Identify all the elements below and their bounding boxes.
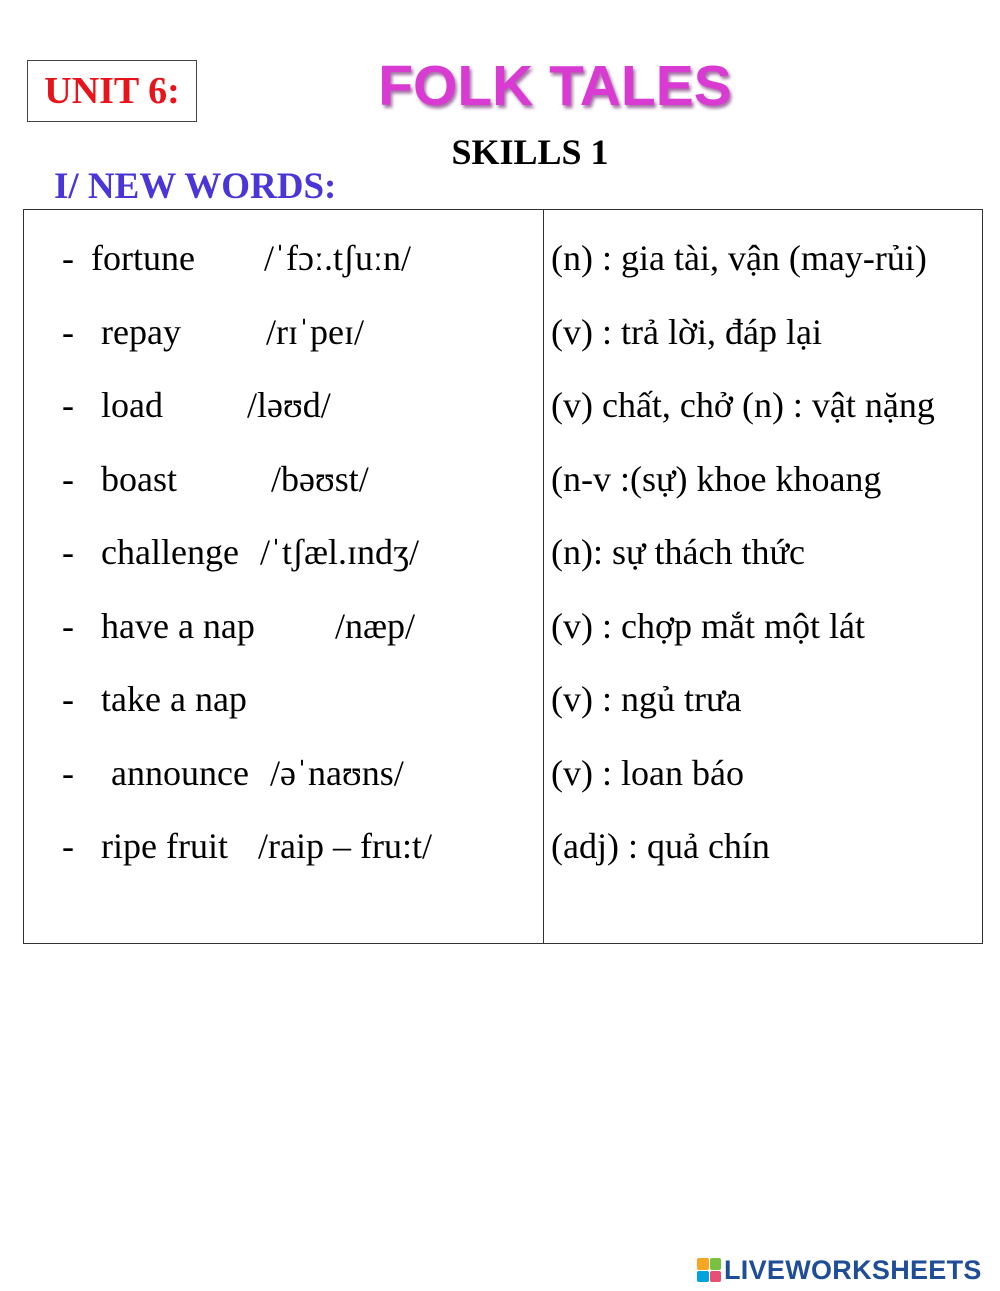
vocab-meaning: (v) : chợp mắt một lát — [551, 606, 865, 646]
vocab-ipa: /raip – fru:t/ — [258, 826, 432, 866]
liveworksheets-brand[interactable] — [697, 1255, 982, 1285]
section-heading: I/ NEW WORDS: — [54, 166, 337, 207]
vocab-meaning: (n-v :(sự) khoe khoang — [551, 459, 882, 499]
vocab-word: load — [101, 385, 163, 425]
page-subtitle: SKILLS 1 — [451, 132, 609, 172]
list-dash: - — [62, 238, 74, 278]
list-dash: - — [62, 753, 74, 793]
vocab-word: repay — [101, 312, 181, 352]
logo-square-orange — [697, 1258, 709, 1270]
vocab-ipa: /əˈnaʊns/ — [270, 753, 404, 793]
vocab-word: boast — [101, 459, 177, 499]
vocab-term — [24, 307, 542, 357]
vocabulary-table — [23, 209, 983, 944]
vocab-term — [24, 601, 542, 651]
vocab-ipa: /ləʊd/ — [247, 385, 331, 425]
vocab-term — [24, 748, 542, 798]
vocab-word: take a nap — [101, 679, 247, 719]
list-dash: - — [62, 606, 74, 646]
vocab-term — [24, 454, 542, 504]
vocab-word: have a nap — [101, 606, 255, 646]
vocab-meaning: (v) : trả lời, đáp lại — [551, 312, 822, 352]
page-title: FOLK TALES — [378, 54, 732, 118]
list-dash: - — [62, 532, 74, 572]
vocab-meaning: (v) chất, chở (n) : vật nặng — [551, 385, 935, 425]
vocab-term — [24, 821, 542, 871]
list-dash: - — [62, 312, 74, 352]
logo-square-green — [710, 1258, 722, 1270]
vocab-meaning: (adj) : quả chín — [551, 826, 770, 866]
vocab-ipa: /ˈfɔː.tʃuːn/ — [264, 238, 411, 278]
logo-square-pink — [710, 1271, 722, 1283]
vocab-term — [24, 527, 542, 577]
vocab-meaning: (n) : gia tài, vận (may-rủi) — [551, 238, 927, 278]
vocab-meaning: (n): sự thách thức — [551, 532, 805, 572]
list-dash: - — [62, 679, 74, 719]
logo-square-blue — [697, 1271, 709, 1283]
vocab-ipa: /bəʊst/ — [271, 459, 369, 499]
vocab-word: ripe fruit — [101, 826, 228, 866]
vocab-word: fortune — [91, 238, 195, 278]
vocab-ipa: /ˈtʃæl.ɪndʒ/ — [260, 532, 419, 572]
table-column-divider — [543, 210, 544, 943]
vocab-word: challenge — [101, 532, 239, 572]
list-dash: - — [62, 459, 74, 499]
vocab-term — [24, 674, 542, 724]
vocab-ipa: /rɪˈpeɪ/ — [266, 312, 364, 352]
vocab-meaning: (v) : loan báo — [551, 753, 744, 793]
list-dash: - — [62, 385, 74, 425]
liveworksheets-logo-icon — [697, 1258, 721, 1282]
vocab-ipa: /næp/ — [335, 606, 416, 646]
vocab-meaning: (v) : ngủ trưa — [551, 679, 742, 719]
unit-label: UNIT 6: — [44, 70, 180, 112]
vocab-term — [24, 233, 542, 283]
list-dash: - — [62, 826, 74, 866]
vocab-term — [24, 380, 542, 430]
vocab-word: announce — [111, 753, 249, 793]
unit-label-box — [27, 60, 197, 122]
brand-name: LIVEWORKSHEETS — [724, 1254, 982, 1285]
